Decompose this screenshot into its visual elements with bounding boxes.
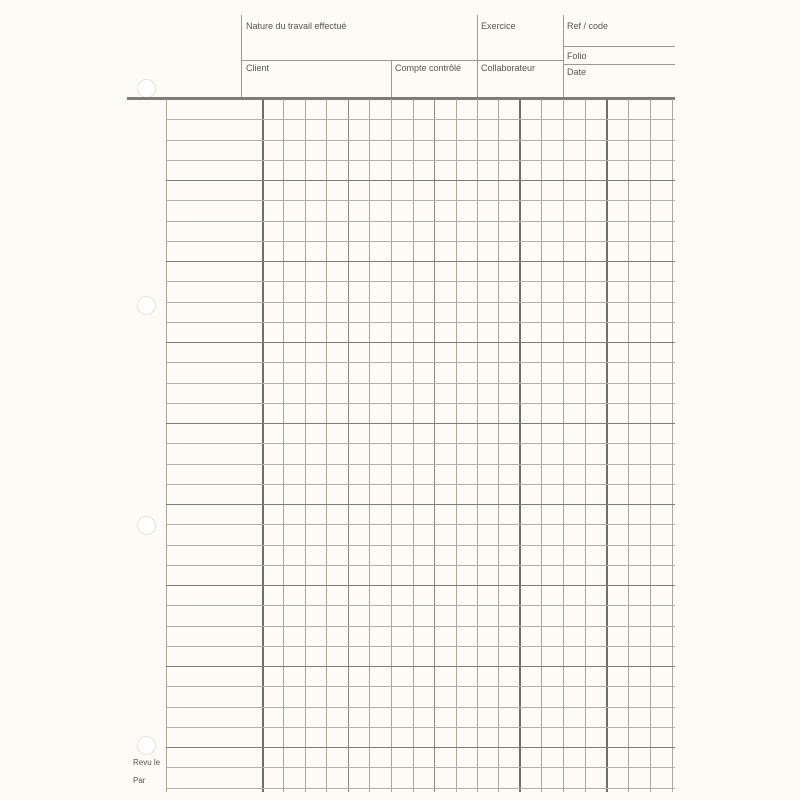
grid-row-line	[166, 565, 675, 566]
grid-row-line	[166, 524, 675, 525]
grid-row-line	[166, 221, 675, 222]
exercice-field-label: Exercice	[481, 21, 516, 31]
grid-column-line	[650, 99, 651, 792]
grid-row-line	[166, 342, 675, 343]
collaborateur-field-label: Collaborateur	[481, 63, 536, 73]
grid-row-line	[166, 484, 675, 485]
date-field-label: Date	[567, 67, 587, 77]
grid-row-line	[166, 727, 675, 728]
grid-row-line	[166, 403, 675, 404]
grid-column-line	[391, 99, 392, 792]
nature-field-label: Nature du travail effectué	[246, 21, 347, 31]
grid-column-line	[519, 99, 521, 792]
grid-row-line	[166, 686, 675, 687]
ref-code-field-label: Ref / code	[567, 21, 609, 31]
grid-row-line	[166, 261, 675, 262]
grid-row-line	[166, 707, 675, 708]
grid-row-line	[166, 302, 675, 303]
grid-column-line	[628, 99, 629, 792]
grid-row-line	[166, 605, 675, 606]
par-label: Par	[133, 776, 146, 785]
grid-column-line	[262, 99, 264, 792]
grid-column-line	[413, 99, 414, 792]
revu-le-label: Revu le	[133, 758, 161, 767]
grid-column-line	[305, 99, 306, 792]
grid-column-line	[456, 99, 457, 792]
grid-row-line	[166, 504, 675, 505]
grid-row-line	[166, 200, 675, 201]
grid-row-line	[166, 464, 675, 465]
grid-column-line	[477, 99, 478, 792]
grid-column-line	[541, 99, 542, 792]
client-field-label: Client	[246, 63, 270, 73]
grid-column-line	[283, 99, 284, 792]
grid-row-line	[166, 626, 675, 627]
grid-column-line	[326, 99, 327, 792]
grid-column-line	[348, 99, 349, 792]
grid-row-line	[166, 362, 675, 363]
grid-row-line	[166, 241, 675, 242]
grid-row-line	[166, 160, 675, 161]
grid-row-line	[166, 140, 675, 141]
grid-column-line	[369, 99, 370, 792]
grid-column-line	[585, 99, 586, 792]
grid-row-line	[166, 322, 675, 323]
grid-row-line	[166, 180, 675, 181]
grid-row-line	[166, 788, 675, 789]
grid-column-line	[563, 99, 564, 792]
grid-row-line	[166, 646, 675, 647]
grid-column-line	[166, 99, 167, 792]
grid-row-line	[166, 767, 675, 768]
grid-row-line	[166, 443, 675, 444]
grid-row-line	[166, 423, 675, 424]
grid-column-line	[606, 99, 608, 792]
grid-row-line	[166, 747, 675, 748]
grid-row-line	[166, 666, 675, 667]
grid-column-line	[498, 99, 499, 792]
grid-row-line	[166, 545, 675, 546]
grid-column-line	[672, 99, 673, 792]
grid-row-line	[166, 281, 675, 282]
grid-row-line	[166, 585, 675, 586]
compte-field-label: Compte contrôlé	[395, 63, 462, 73]
grid-row-line	[166, 119, 675, 120]
grid-row-line	[166, 383, 675, 384]
folio-field-label: Folio	[567, 51, 587, 61]
grid-column-line	[434, 99, 435, 792]
